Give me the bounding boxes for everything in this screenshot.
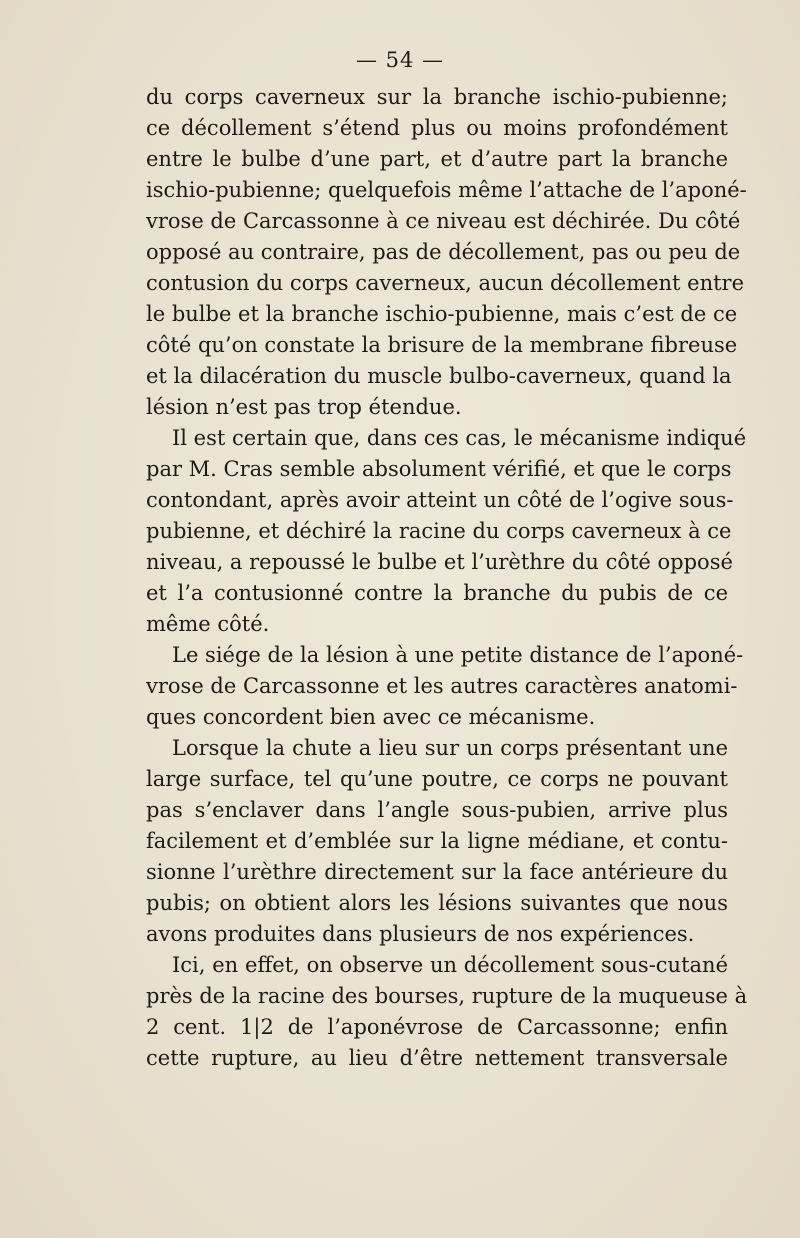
text-line: vrose de Carcassonne à ce niveau est déchirée. Du côté — [146, 209, 741, 233]
text-line: opposé au contraire, pas de décollement, pas ou peu de — [146, 240, 741, 264]
text-line: 2 cent. 1|2 de l’aponévrose de Carcassonne; enfin — [146, 1015, 728, 1039]
text-line: contusion du corps caverneux, aucun décollement entre — [146, 271, 744, 295]
text-line: le bulbe et la branche ischio-pubienne, mais c’est de ce — [146, 302, 738, 326]
text-line: ques concordent bien avec ce mécanisme. — [146, 705, 596, 729]
page-number: — 54 — — [355, 48, 445, 72]
text-line: et l’a contusionné contre la branche du pubis de ce — [146, 581, 728, 605]
text-line: pas s’enclaver dans l’angle sous-pubien, arrive plus — [146, 798, 728, 822]
text-line: près de la racine des bourses, rupture de la muqueuse à — [146, 984, 748, 1008]
text-line: pubienne, et déchiré la racine du corps caverneux à ce — [146, 519, 732, 543]
text-line: et la dilacération du muscle bulbo-caverneux, quand la — [146, 364, 732, 388]
text-line: par M. Cras semble absolument vérifié, et que le corps — [146, 457, 732, 481]
text-line: Il est certain que, dans ces cas, le mécanisme indiqué — [172, 426, 747, 450]
text-line: Ici, en effet, on observe un décollement sous-cutané — [172, 953, 728, 977]
text-line: vrose de Carcassonne et les autres caractères anatomi- — [146, 674, 738, 698]
text-line: du corps caverneux sur la branche ischio-pubienne; — [146, 85, 728, 109]
text-line: pubis; on obtient alors les lésions suivantes que nous — [146, 891, 728, 915]
text-line: côté qu’on constate la brisure de la membrane fibreuse — [146, 333, 738, 357]
text-line: entre le bulbe d’une part, et d’autre part la branche — [146, 147, 728, 171]
text-line: Le siége de la lésion à une petite distance de l’aponé- — [172, 643, 744, 667]
text-line: même côté. — [146, 612, 270, 636]
text-line: ce décollement s’étend plus ou moins profondément — [146, 116, 728, 140]
text-line: avons produites dans plusieurs de nos expériences. — [146, 922, 695, 946]
text-line: niveau, a repoussé le bulbe et l’urèthre du côté opposé — [146, 550, 733, 574]
body-text — [146, 82, 748, 1074]
text-line: sionne l’urèthre directement sur la face antérieure du — [146, 860, 728, 884]
text-line: facilement et d’emblée sur la ligne médiane, et contu- — [146, 829, 728, 853]
text-line: contondant, après avoir atteint un côté de l’ogive sous- — [146, 488, 734, 512]
text-line: Lorsque la chute a lieu sur un corps présentant une — [172, 736, 728, 760]
text-line: lésion n’est pas trop étendue. — [146, 395, 462, 419]
text-line: cette rupture, au lieu d’être nettement transversale — [146, 1046, 728, 1070]
text-line: large surface, tel qu’une poutre, ce corps ne pouvant — [146, 767, 728, 791]
text-line: ischio-pubienne; quelquefois même l’attache de l’aponé- — [146, 178, 747, 202]
